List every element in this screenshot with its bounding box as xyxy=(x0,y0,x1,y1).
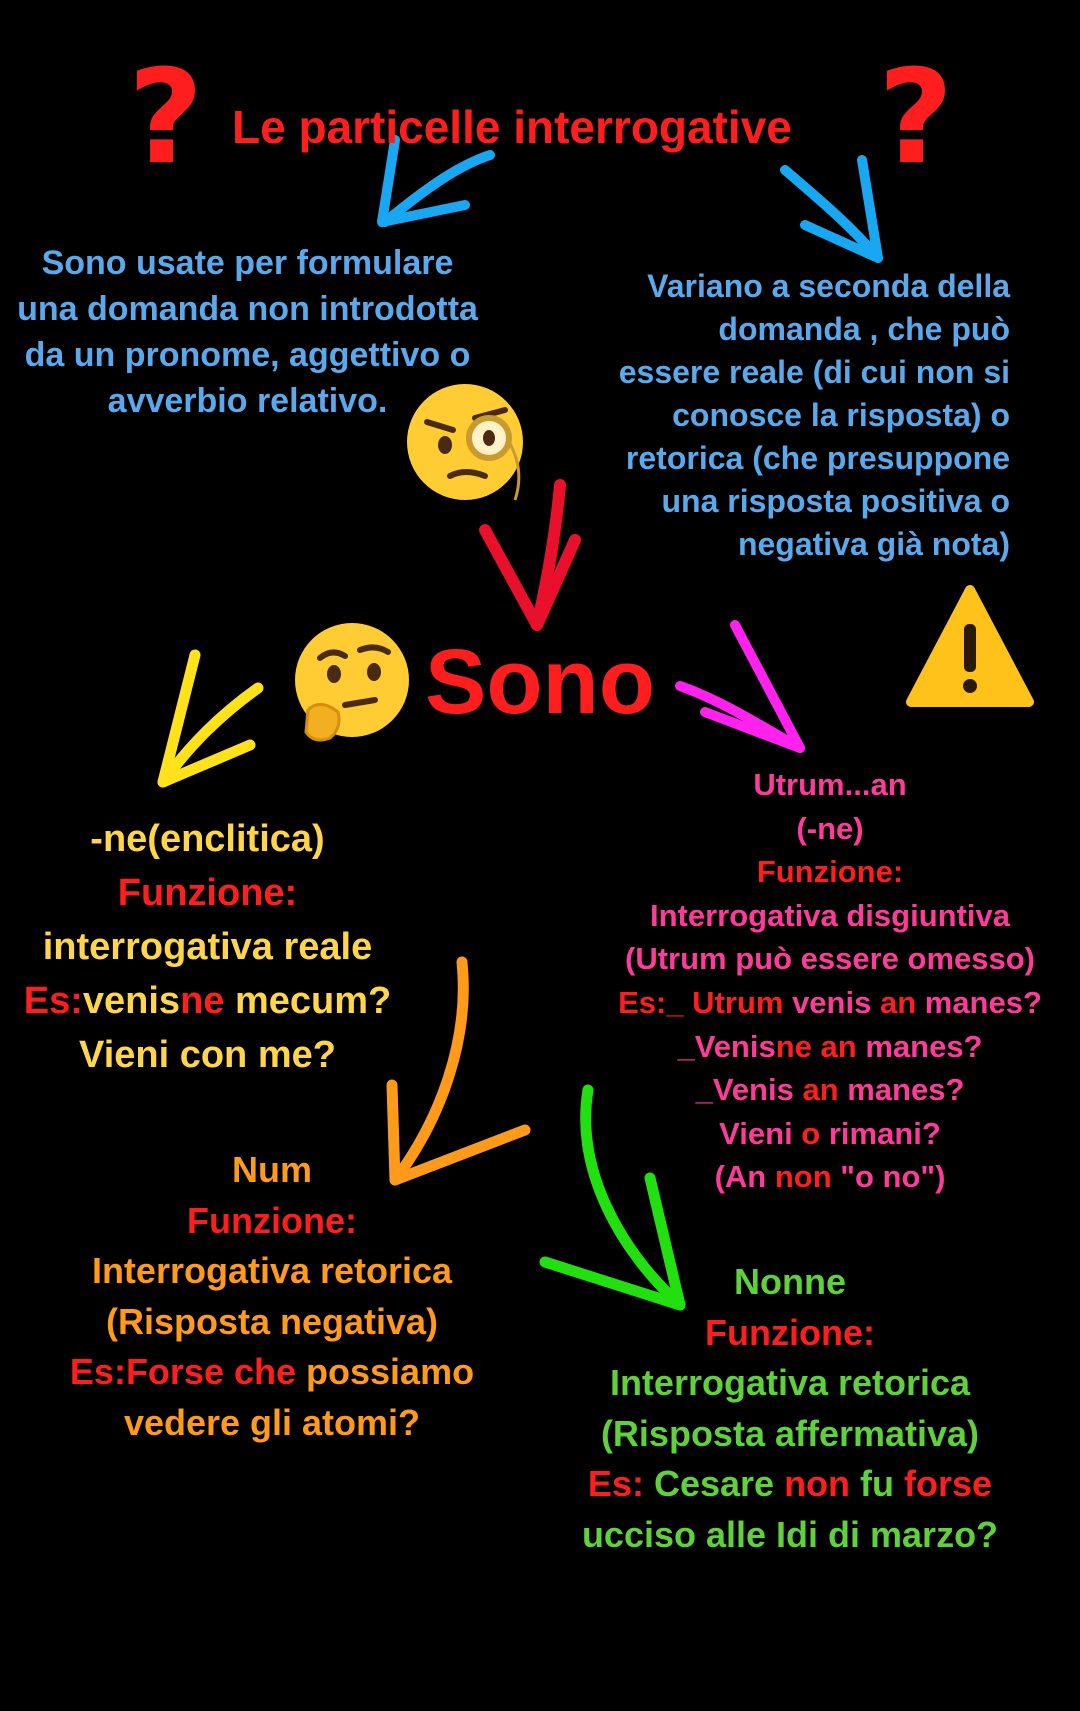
utrum-subtitle: (-ne) xyxy=(796,810,864,846)
nonne-example-particle: non xyxy=(784,1463,851,1504)
utrum-example-text: venis xyxy=(783,984,880,1020)
num-example xyxy=(52,1347,492,1398)
utrum-funzione-label: Funzione: xyxy=(756,854,904,890)
nonne-example-particle: forse xyxy=(904,1463,993,1504)
magenta-arrow xyxy=(680,625,800,748)
nonne-example-label: Es: xyxy=(587,1463,644,1504)
num-example-line2: vedere gli atomi? xyxy=(123,1401,421,1443)
left-desc-line: da un pronome, aggettivo o xyxy=(24,336,471,374)
utrum-title: Utrum...an xyxy=(753,767,907,802)
utrum-block xyxy=(595,763,1065,1199)
ne-example-particle: ne xyxy=(180,980,225,1022)
ne-example-label: Es: xyxy=(23,980,83,1022)
nonne-block xyxy=(560,1257,1020,1560)
right-desc-line: Variano a seconda della xyxy=(647,268,1010,304)
utrum-an-text: "o no") xyxy=(840,1159,946,1195)
right-desc-line: una risposta positiva o xyxy=(661,483,1010,519)
nonne-funzione-label: Funzione: xyxy=(705,1311,875,1353)
right-desc-line: conosce la risposta) o xyxy=(672,397,1010,433)
utrum-translation xyxy=(595,1112,1065,1156)
nonne-example-text: fu xyxy=(850,1463,905,1504)
left-desc-line: Sono usate per formulare xyxy=(41,244,454,282)
utrum-example-3 xyxy=(595,1068,1065,1112)
utrum-example-text: manes? xyxy=(856,1028,983,1064)
utrum-an-note xyxy=(595,1155,1065,1199)
nonne-title: Nonne xyxy=(734,1261,846,1302)
ne-example-rest: mecum? xyxy=(224,980,392,1022)
page-title: Le particelle interrogative xyxy=(232,101,792,153)
utrum-example-2 xyxy=(595,1025,1065,1069)
utrum-example-text: _Venis xyxy=(695,1072,803,1108)
utrum-example-text: manes? xyxy=(916,984,1042,1020)
thinking-face-icon xyxy=(290,620,415,750)
nonne-note: (Risposta affermativa) xyxy=(600,1412,980,1454)
utrum-example-particle: an xyxy=(811,1028,857,1064)
utrum-an-text: (An xyxy=(714,1159,767,1195)
num-block xyxy=(52,1145,492,1448)
ne-translation: Vieni con me? xyxy=(79,1034,336,1076)
utrum-translation-particle: o xyxy=(801,1115,821,1151)
question-mark-icon: ? xyxy=(128,41,204,193)
right-desc-line: retorica (che presuppone xyxy=(625,440,1010,476)
nonne-example xyxy=(560,1459,1020,1510)
utrum-example-word: Utrum xyxy=(683,984,784,1020)
ne-example xyxy=(0,974,415,1028)
yellow-arrow xyxy=(163,655,258,782)
right-description xyxy=(555,265,1010,566)
face-with-monocle-icon xyxy=(405,380,540,505)
utrum-translation-text: rimani? xyxy=(820,1115,941,1151)
ne-block xyxy=(0,812,415,1082)
center-sono: Sono xyxy=(425,631,655,733)
nonne-example-line2: ucciso alle Idi di marzo? xyxy=(581,1513,999,1555)
blue-arrow-right xyxy=(785,160,878,258)
ne-title: -ne(enclitica) xyxy=(90,818,325,860)
utrum-example-1 xyxy=(595,981,1065,1025)
num-example-text: possiamo xyxy=(296,1351,475,1392)
utrum-example-particle: an xyxy=(879,984,917,1020)
utrum-translation-text: Vieni xyxy=(719,1115,802,1151)
right-desc-line: negativa già nota) xyxy=(737,526,1010,562)
num-example-label: Es:Forse che xyxy=(69,1351,297,1392)
question-mark-icon: ? xyxy=(878,41,954,193)
left-desc-line: avverbio relativo. xyxy=(107,382,388,420)
ne-funzione-label: Funzione: xyxy=(117,872,298,914)
num-title: Num xyxy=(232,1149,312,1190)
utrum-example-text: _Venis xyxy=(677,1028,776,1064)
warning-icon xyxy=(905,582,1035,712)
utrum-description: Interrogativa disgiuntiva xyxy=(649,897,1010,933)
utrum-example-particle: ne xyxy=(775,1028,812,1064)
ne-description: interrogativa reale xyxy=(42,926,373,968)
num-note: (Risposta negativa) xyxy=(105,1300,439,1342)
utrum-an-particle: non xyxy=(766,1159,841,1195)
right-desc-line: essere reale (di cui non si xyxy=(618,354,1010,390)
utrum-example-particle: an xyxy=(802,1072,839,1108)
ne-example-word: venis xyxy=(82,980,181,1022)
nonne-description: Interrogativa retorica xyxy=(609,1362,971,1403)
nonne-example-text: Cesare xyxy=(643,1463,785,1504)
left-desc-line: una domanda non introdotta xyxy=(17,290,478,328)
utrum-example-text: manes? xyxy=(838,1072,965,1108)
right-desc-line: domanda , che può xyxy=(718,311,1010,347)
utrum-example-label: Es:_ xyxy=(618,984,684,1020)
num-description: Interrogativa retorica xyxy=(91,1250,453,1291)
utrum-note: (Utrum può essere omesso) xyxy=(625,941,1035,977)
num-funzione-label: Funzione: xyxy=(187,1199,357,1241)
